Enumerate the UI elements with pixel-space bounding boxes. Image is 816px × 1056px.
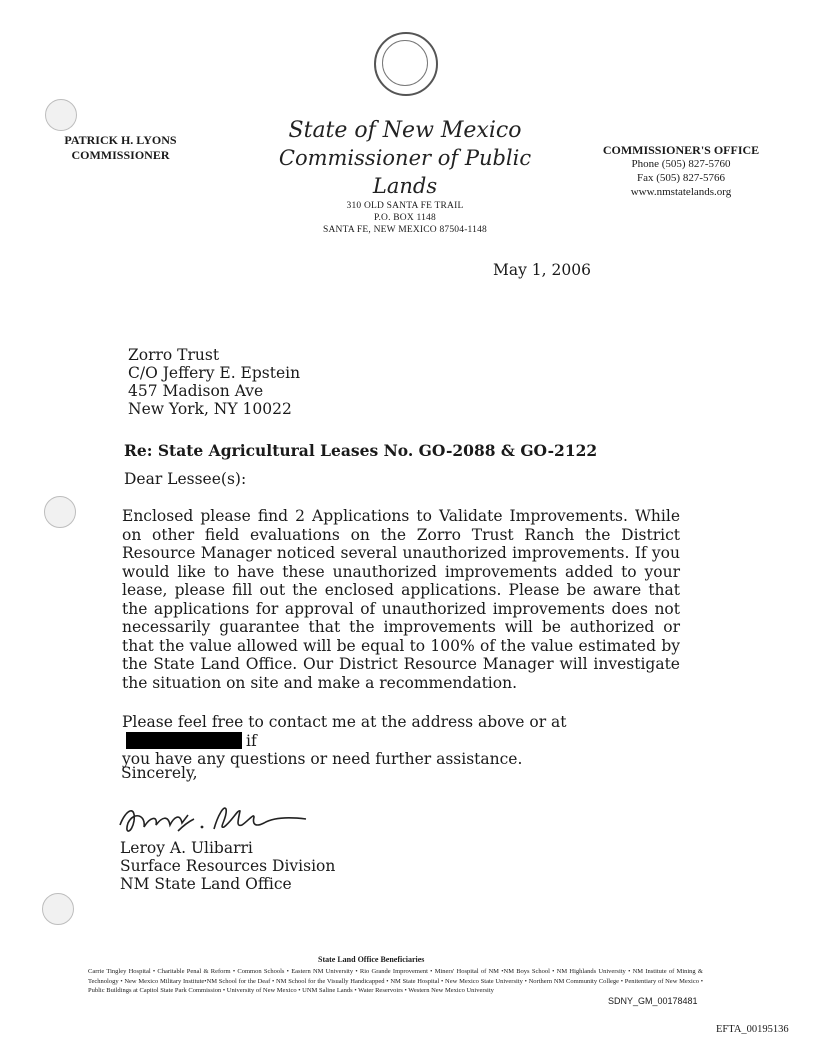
punch-hole-bottom — [42, 893, 74, 925]
office-block — [592, 143, 770, 199]
letter-date: May 1, 2006 — [493, 261, 591, 279]
punch-hole-middle — [44, 496, 76, 528]
agency-state: State of New Mexico — [288, 118, 522, 143]
agency-address-2: P.O. BOX 1148 — [374, 213, 436, 223]
office-title: COMMISSIONER'S OFFICE — [602, 143, 760, 157]
recipient-line: 457 Madison Ave — [128, 382, 264, 400]
contact-paragraph — [122, 713, 680, 769]
office-phone: Phone (505) 827-5760 — [631, 158, 731, 170]
beneficiaries-list: Carrie Tingley Hospital • Charitable Penal & Reform • Common Schools • Eastern NM University • Rio Grande Improvement • Miners' Hospital of NM •NM Boys School • NM Highlands University • NM Institute of Mining & Technology • New Mexico Military Institute•NM School for the Deaf • NM School for the Visually Handicapped • NM State Hospital • New Mexico State University • Northern NM Community College • Penitentiary of New Mexico • Public Buildings at Capitol State Park Commission • University of New Mexico • UNM Saline Lands • Water Reservoirs • Western New Mexico University — [88, 968, 703, 994]
recipient-line: C/O Jeffery E. Epstein — [128, 364, 301, 382]
contact-text-end: if — [246, 731, 257, 750]
state-seal — [374, 32, 438, 96]
recipient-address — [128, 346, 300, 418]
body-paragraph: Enclosed please find 2 Applications to Validate Improvements. While on other field evaluations on the Zorro Trust Ranch the District Resource Manager noticed several unauthorized improvements. If you would like to have these unauthorized improvements added to your lease, please fill out the enclosed applications. Please be aware that the applications for approval of unauthorized improvements does not necessarily guarantee that the improvements will be authorized or that the value allowed will be equal to 100% of the value estimated by the State Land Office. Our District Resource Manager will investigate the situation on site and make a recommendation. — [122, 507, 680, 692]
signer-name: Leroy A. Ulibarri — [120, 839, 253, 857]
office-website: www.nmstatelands.org — [630, 186, 732, 198]
redaction-box — [126, 732, 242, 749]
signature-block — [120, 839, 335, 893]
agency-address-1: 310 OLD SANTA FE TRAIL — [346, 201, 464, 211]
document-id: EFTA_00195136 — [716, 1024, 789, 1035]
signer-division: Surface Resources Division — [120, 857, 336, 875]
office-fax: Fax (505) 827-5766 — [637, 172, 725, 184]
contact-text-line2: you have any questions or need further assistance. — [122, 750, 523, 768]
salutation: Dear Lessee(s): — [124, 470, 247, 488]
recipient-line: Zorro Trust — [128, 346, 220, 364]
agency-header — [250, 118, 560, 236]
agency-address-3: SANTA FE, NEW MEXICO 87504-1148 — [322, 225, 488, 235]
commissioner-block — [53, 133, 188, 163]
bates-number: SDNY_GM_00178481 — [608, 996, 698, 1006]
commissioner-title: COMMISSIONER — [71, 148, 170, 162]
contact-text-start: Please feel free to contact me at the address above or at — [122, 713, 567, 731]
punch-hole-top — [45, 99, 77, 131]
beneficiaries-title: State Land Office Beneficiaries — [318, 955, 425, 964]
agency-name: Commissioner of Public Lands — [278, 146, 532, 198]
commissioner-name: PATRICK H. LYONS — [64, 133, 177, 147]
handwritten-signature — [114, 795, 324, 845]
signer-office: NM State Land Office — [120, 875, 292, 893]
closing: Sincerely, — [121, 764, 198, 782]
subject-line: Re: State Agricultural Leases No. GO-2088 & GO-2122 — [124, 441, 598, 460]
recipient-line: New York, NY 10022 — [128, 400, 292, 418]
